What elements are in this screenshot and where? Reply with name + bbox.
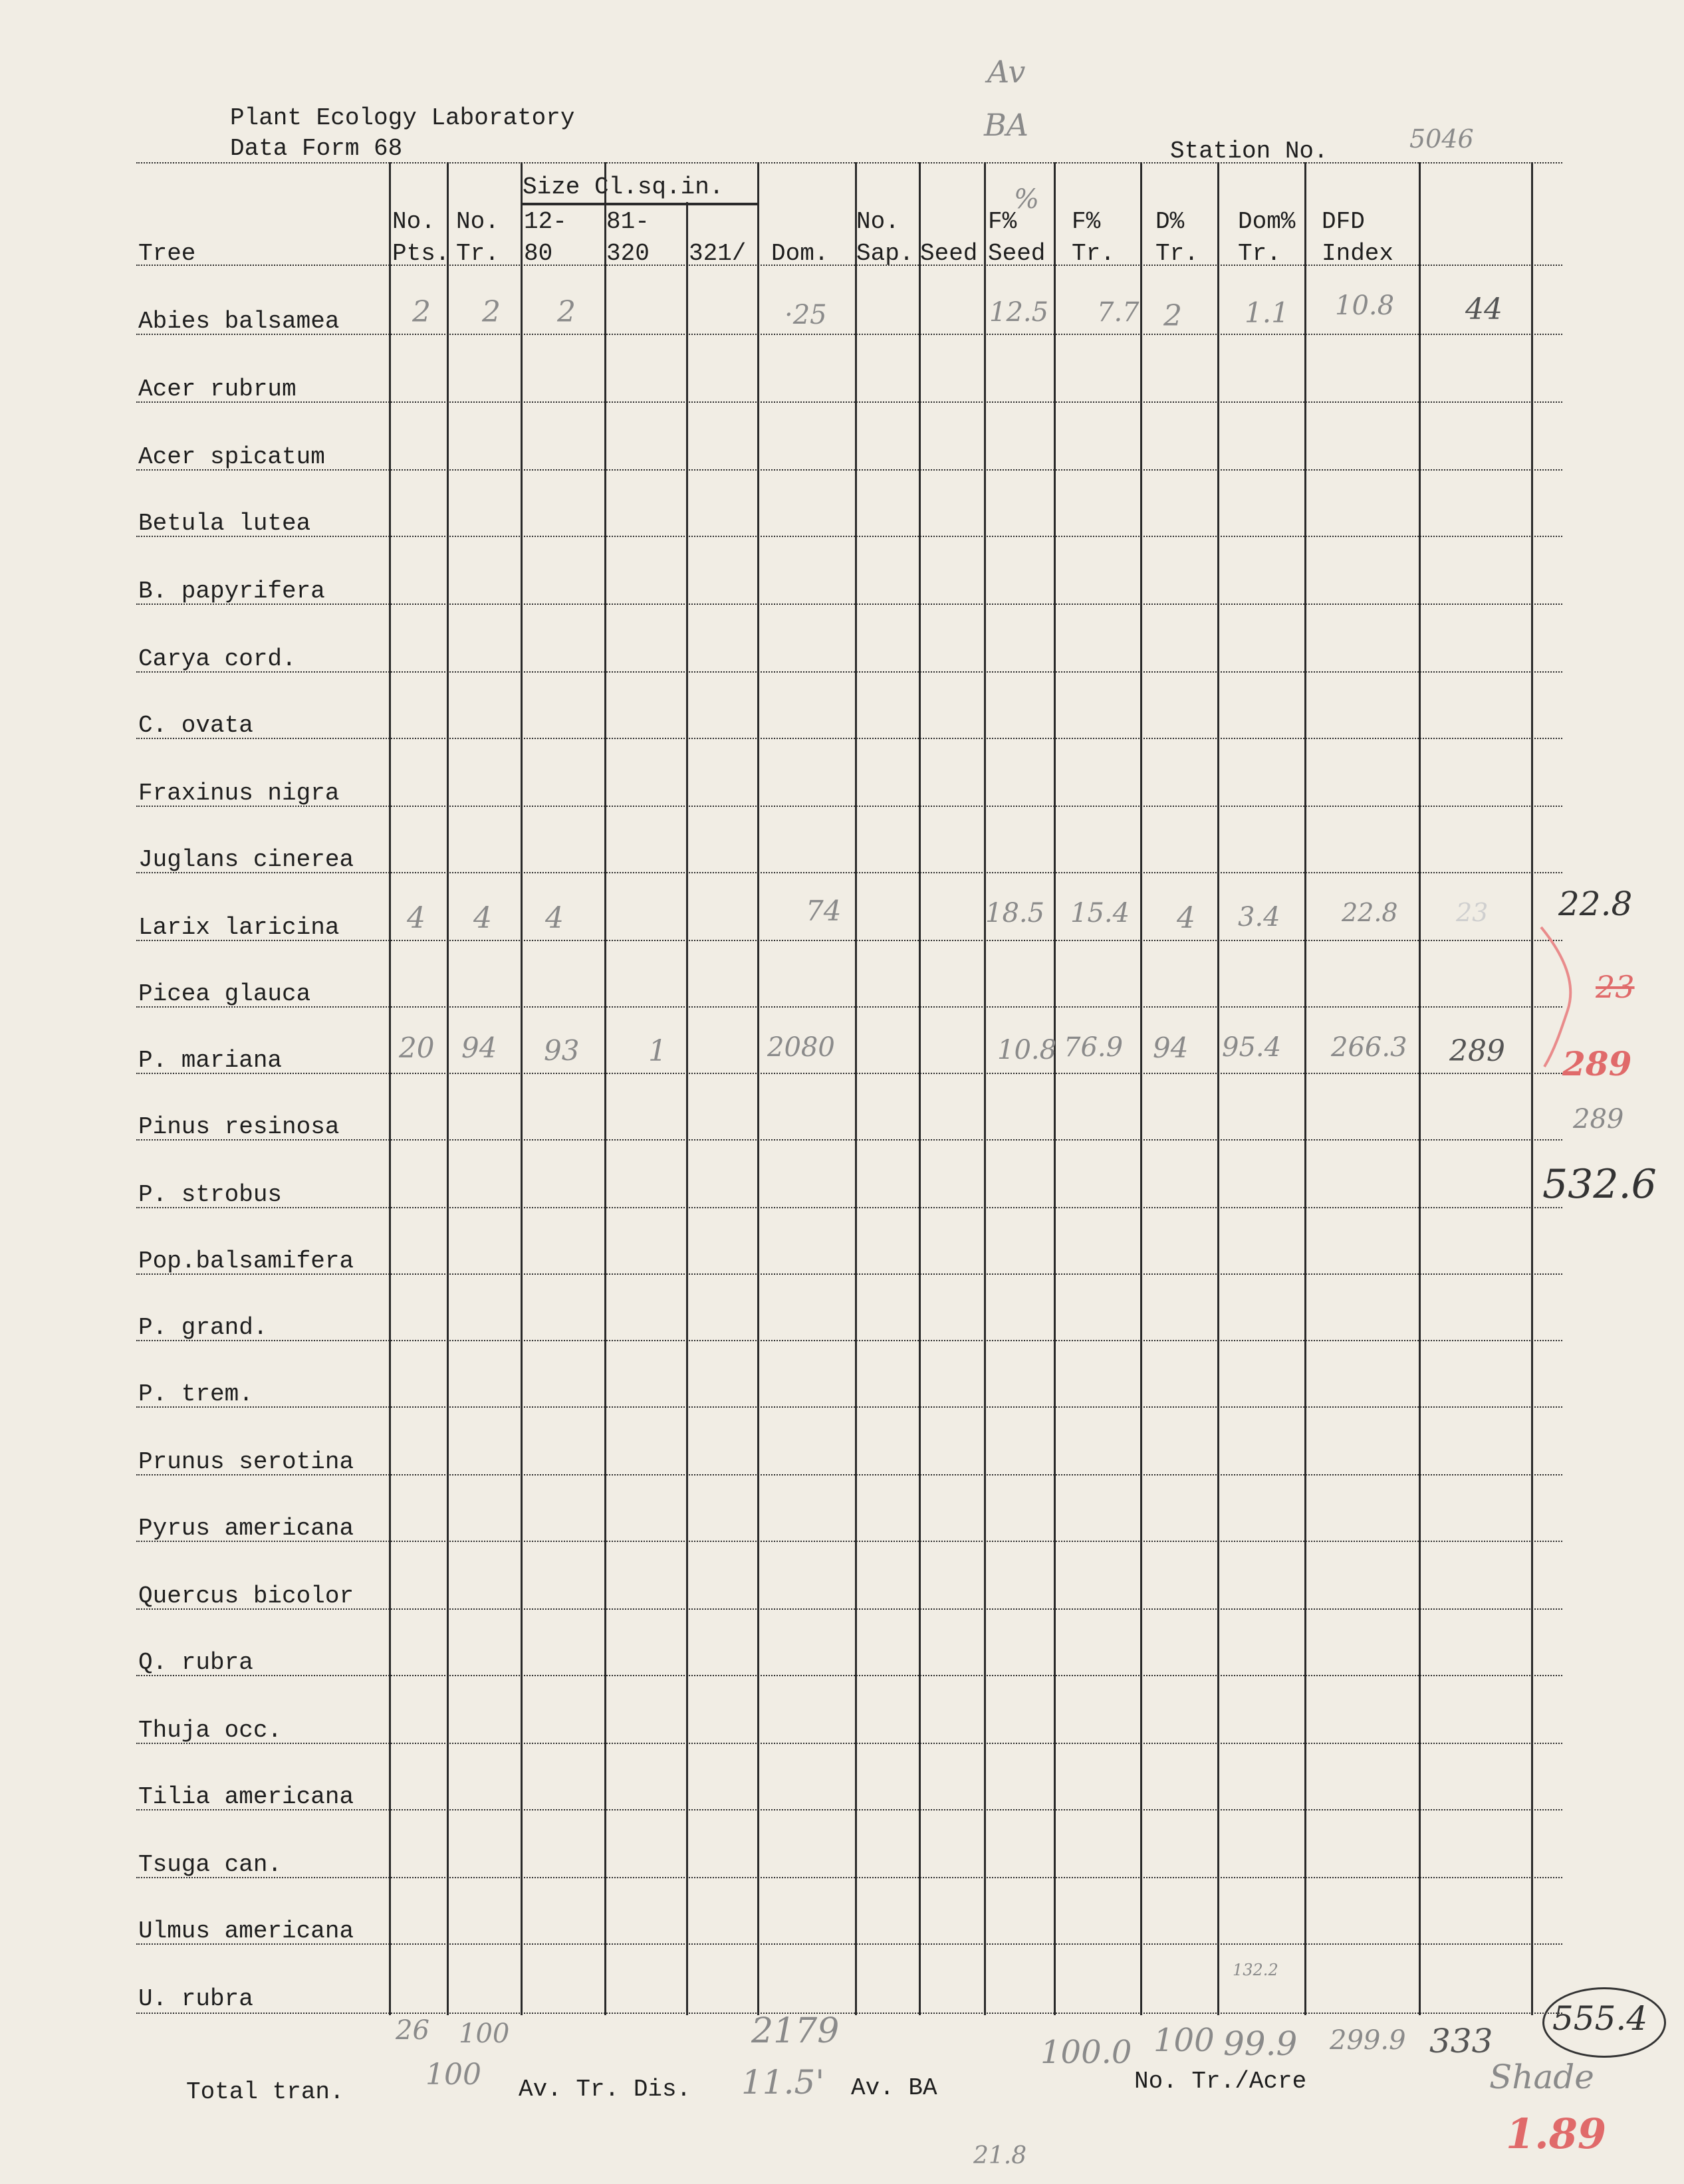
cell-value: 10.8 [1335, 290, 1395, 321]
species-label: Pinus resinosa [138, 1113, 340, 1141]
row-rule [136, 1340, 1562, 1341]
total-pts: 26 [396, 2015, 429, 2046]
species-label: Abies balsamea [138, 308, 340, 335]
cell-note: 132.2 [1233, 1961, 1278, 1979]
hdr-size-12-80-1: 12- [524, 208, 567, 235]
species-label: Ulmus americana [138, 1917, 354, 1945]
hdr-f-tr-2: Tr. [1072, 240, 1115, 267]
cell-value: ·25 [784, 300, 827, 330]
cell-value: 266.3 [1331, 1032, 1407, 1063]
total-ftr: 100 [1153, 2022, 1215, 2059]
hdr-f-tr-1: F% [1072, 208, 1101, 235]
hdr-no-tr-1: No. [456, 208, 499, 235]
total-fseed: 100.0 [1040, 2034, 1132, 2071]
cell-value: 94 [1153, 1032, 1189, 1064]
cell-value: 12.5 [989, 297, 1049, 328]
hdr-size-12-80-2: 80 [524, 240, 553, 267]
margin-note: 22.8 [1558, 885, 1633, 923]
cell-value: 4 [473, 901, 492, 935]
hdr-no-pts-2: Pts. [392, 240, 450, 267]
total-dom: 2179 [751, 2011, 840, 2051]
cell-value: 2 [482, 295, 501, 329]
row-rule [136, 671, 1562, 673]
cell-value: 4 [1177, 901, 1195, 935]
hdr-dom-tr-1: Dom% [1238, 208, 1296, 235]
size-class-box-bottom [522, 204, 758, 205]
cell-value: 289 [1449, 1034, 1505, 1068]
cell-value: 76.9 [1064, 1032, 1124, 1063]
top-note-ba: BA [984, 107, 1029, 143]
cell-value: 74 [806, 895, 842, 927]
col-line [1304, 162, 1306, 2015]
hdr-dfd-1: DFD [1322, 208, 1365, 235]
row-rule [136, 1207, 1562, 1208]
row-rule [136, 1406, 1562, 1408]
col-line [1419, 162, 1421, 2015]
cell-value: 18.5 [985, 898, 1045, 928]
row-rule [136, 2013, 1562, 2014]
species-label: C. ovata [138, 712, 253, 739]
row-rule [136, 738, 1562, 739]
species-label: Larix laricina [138, 914, 340, 941]
av-tr-dis-label: Av. Tr. Dis. [519, 2076, 691, 2103]
row-rule [136, 1139, 1562, 1141]
col-line [521, 162, 523, 2015]
cell-value: 23 [1456, 898, 1489, 927]
hdr-no-sap-1: No. [856, 208, 900, 235]
species-label: Q. rubra [138, 1649, 253, 1676]
cell-value: 1 [648, 1034, 667, 1068]
species-label: Acer rubrum [138, 376, 297, 403]
species-label: B. papyrifera [138, 578, 325, 605]
hdr-f-seed-2: Seed [988, 240, 1046, 267]
species-label: Pyrus americana [138, 1515, 354, 1542]
col-line [919, 162, 921, 2015]
hdr-d-tr-1: D% [1155, 208, 1185, 235]
species-label: Acer spicatum [138, 443, 325, 471]
row-rule [136, 940, 1562, 941]
cell-value: 15.4 [1070, 898, 1130, 928]
species-label: Juglans cinerea [138, 846, 354, 873]
species-label: Quercus bicolor [138, 1583, 354, 1610]
hdr-d-tr-2: Tr. [1155, 240, 1199, 267]
form-name: Data Form 68 [230, 135, 403, 162]
species-label: P. grand. [138, 1314, 268, 1341]
species-label: P. mariana [138, 1047, 283, 1074]
cell-value: 7.7 [1097, 297, 1140, 328]
species-label: Tilia americana [138, 1783, 354, 1810]
cell-value: 2 [1163, 299, 1182, 333]
cell-value: 10.8 [997, 1035, 1057, 1065]
cell-value: 1.1 [1245, 296, 1289, 329]
margin-note: 23 [1596, 969, 1635, 1005]
species-label: P. strobus [138, 1181, 283, 1208]
total-extra: 333 [1429, 2022, 1493, 2060]
species-label: Pop.balsamifera [138, 1248, 354, 1275]
col-line [984, 162, 986, 2015]
hdr-size-321: 321/ [689, 240, 747, 267]
species-label: Fraxinus nigra [138, 780, 340, 807]
margin-note: 289 [1562, 1044, 1632, 1083]
species-label: P. trem. [138, 1380, 253, 1408]
hdr-size-81-320-1: 81- [606, 208, 650, 235]
row-rule [136, 806, 1562, 807]
top-note-av: Av [987, 54, 1026, 90]
cell-value: 94 [461, 1032, 497, 1064]
cell-value: 3.4 [1238, 902, 1280, 932]
species-label: Thuja occ. [138, 1717, 283, 1744]
station-label: Station No. [1170, 138, 1328, 165]
margin-note: 532.6 [1542, 1161, 1657, 1208]
row-rule [136, 1877, 1562, 1878]
col-line [757, 162, 759, 2015]
no-tr-acre-label: No. Tr./Acre [1134, 2068, 1307, 2095]
col-line [1054, 162, 1056, 2015]
col-line [447, 162, 449, 2015]
circled-total: 555.4 [1552, 1999, 1648, 2038]
hdr-dom: Dom. [771, 240, 829, 267]
av-ba-value: 21.8 [973, 2142, 1027, 2169]
cell-value: 22.8 [1342, 898, 1398, 927]
av-tr-dis-value: 11.5' [741, 2063, 825, 2102]
hdr-dfd-2: Index [1322, 240, 1394, 267]
hdr-no-pts-1: No. [392, 208, 435, 235]
cell-value: 2 [557, 295, 576, 329]
lab-title: Plant Ecology Laboratory [230, 104, 575, 132]
cell-value: 4 [407, 901, 425, 935]
species-label: Prunus serotina [138, 1448, 354, 1475]
margin-note: 289 [1573, 1104, 1624, 1135]
row-rule [136, 469, 1562, 471]
col-line [1217, 162, 1219, 2015]
row-rule [136, 536, 1562, 537]
species-label: Carya cord. [138, 645, 297, 673]
header-rule [136, 265, 1562, 266]
hdr-f-seed-1: F% [988, 208, 1017, 235]
hdr-size-81-320-2: 320 [606, 240, 650, 267]
row-rule [136, 1743, 1562, 1744]
hdr-no-tr-2: Tr. [456, 240, 499, 267]
shade-label: Shade [1489, 2058, 1594, 2096]
hdr-no-sap-2: Sap. [856, 240, 914, 267]
species-label: Betula lutea [138, 510, 311, 537]
row-rule [136, 1675, 1562, 1676]
species-label: U. rubra [138, 1985, 253, 2013]
cell-value: 44 [1465, 292, 1503, 326]
row-rule [136, 603, 1562, 605]
cell-value: 95.4 [1222, 1032, 1282, 1063]
row-rule [136, 334, 1562, 335]
cell-value: 20 [399, 1032, 435, 1064]
col-line [855, 162, 857, 2015]
hdr-tree: Tree [138, 240, 196, 267]
species-label: Tsuga can. [138, 1851, 283, 1878]
col-line [1140, 162, 1142, 2015]
col-line [389, 162, 391, 2015]
top-rule [136, 162, 1562, 164]
row-rule [136, 1073, 1562, 1074]
col-line [604, 162, 606, 2015]
row-rule [136, 401, 1562, 403]
cell-value: 93 [544, 1034, 580, 1067]
total-dtr: 99.9 [1223, 2024, 1298, 2063]
top-note-pct: % [1014, 184, 1040, 215]
hdr-dom-tr-2: Tr. [1238, 240, 1281, 267]
hdr-size-class: Size Cl.sq.in. [523, 173, 724, 201]
total-tran-label: Total tran. [186, 2078, 344, 2106]
row-rule [136, 1006, 1562, 1008]
total-tr: 100 [459, 2019, 510, 2049]
av-ba-label: Av. BA [851, 2074, 937, 2102]
total-dfd: 299.9 [1330, 2025, 1406, 2056]
hdr-seed: Seed [920, 240, 978, 267]
shade-value: 1.89 [1506, 2110, 1607, 2158]
species-label: Picea glauca [138, 980, 311, 1008]
col-line [1531, 162, 1533, 2015]
cell-value: 2 [412, 295, 431, 329]
cell-value: 2080 [767, 1032, 835, 1063]
total-tran-value: 100 [425, 2058, 481, 2092]
station-value: 5046 [1409, 124, 1474, 154]
cell-value: 4 [545, 901, 564, 935]
